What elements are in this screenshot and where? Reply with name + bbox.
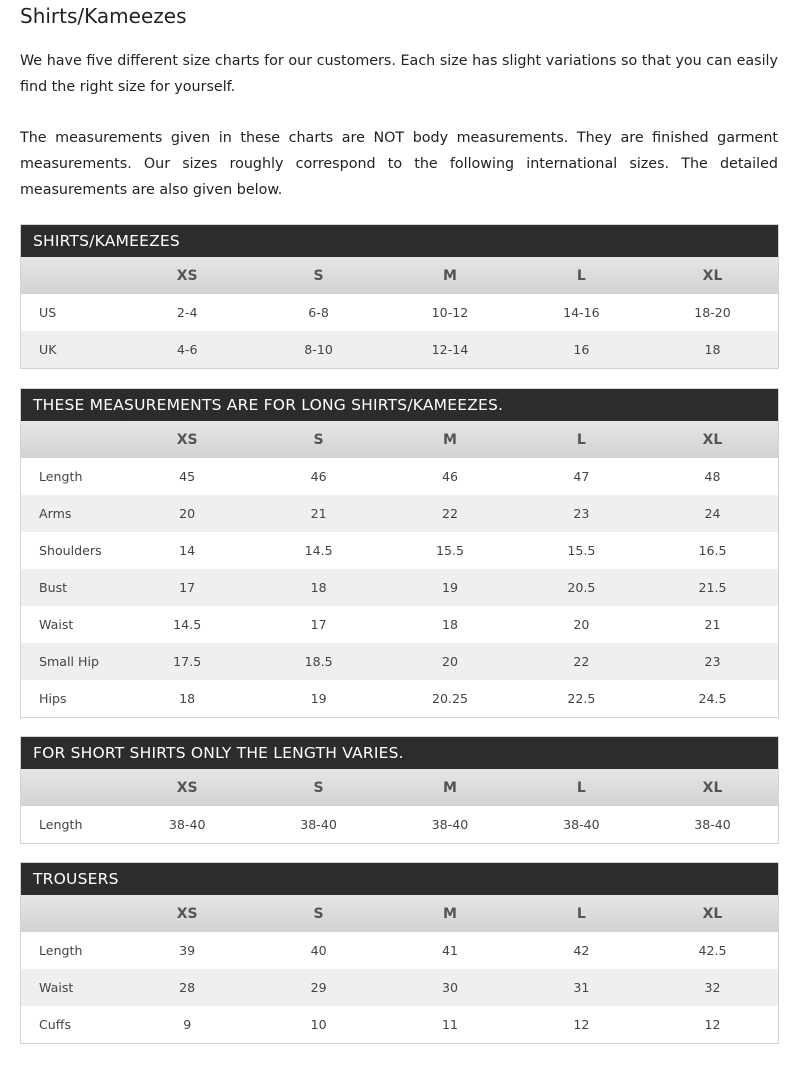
size-column-header: L <box>516 769 647 806</box>
table-row <box>21 569 779 606</box>
size-column-header: S <box>253 257 384 294</box>
size-column-header: M <box>384 769 515 806</box>
table-row <box>21 331 779 369</box>
measurement-cell: 14 <box>122 532 253 569</box>
measurement-cell: 18 <box>647 331 778 369</box>
table-row <box>21 932 779 969</box>
table-title: FOR SHORT SHIRTS ONLY THE LENGTH VARIES. <box>21 737 779 770</box>
measurement-cell: 8-10 <box>253 331 384 369</box>
table-title-row <box>21 737 779 770</box>
measurement-cell: 14.5 <box>122 606 253 643</box>
measurement-cell: 46 <box>253 458 384 495</box>
size-column-header: S <box>253 421 384 458</box>
size-column-header: S <box>253 769 384 806</box>
measurement-cell: 29 <box>253 969 384 1006</box>
measurement-cell: 18.5 <box>253 643 384 680</box>
measurement-cell: 18-20 <box>647 294 778 331</box>
table-row <box>21 1006 779 1044</box>
measurement-cell: 38-40 <box>516 806 647 844</box>
measurement-cell: 10 <box>253 1006 384 1044</box>
size-chart-table <box>20 224 779 369</box>
table-title: THESE MEASUREMENTS ARE FOR LONG SHIRTS/KAMEEZES. <box>21 389 779 422</box>
measurement-cell: 16.5 <box>647 532 778 569</box>
size-column-header: L <box>516 421 647 458</box>
trousers-measurements-table <box>20 862 779 1044</box>
size-column-header: M <box>384 257 515 294</box>
table-row <box>21 294 779 331</box>
measurement-cell: 10-12 <box>384 294 515 331</box>
size-column-header: M <box>384 895 515 932</box>
measurement-cell: 23 <box>516 495 647 532</box>
row-label: Arms <box>21 495 122 532</box>
size-column-header: S <box>253 895 384 932</box>
measurement-cell: 15.5 <box>516 532 647 569</box>
table-header-row <box>21 257 779 294</box>
row-label: Cuffs <box>21 1006 122 1044</box>
measurement-cell: 18 <box>122 680 253 718</box>
measurement-cell: 41 <box>384 932 515 969</box>
size-column-header: XL <box>647 421 778 458</box>
measurement-cell: 38-40 <box>384 806 515 844</box>
measurement-cell: 24.5 <box>647 680 778 718</box>
measurement-cell: 21 <box>253 495 384 532</box>
table-row <box>21 458 779 495</box>
table-title: TROUSERS <box>21 863 779 896</box>
measurement-cell: 18 <box>253 569 384 606</box>
measurement-cell: 15.5 <box>384 532 515 569</box>
table-row <box>21 495 779 532</box>
measurement-cell: 20 <box>384 643 515 680</box>
measurement-cell: 30 <box>384 969 515 1006</box>
table-title-row <box>21 389 779 422</box>
measurement-cell: 42 <box>516 932 647 969</box>
measurement-cell: 12 <box>647 1006 778 1044</box>
measurement-cell: 18 <box>384 606 515 643</box>
table-row <box>21 643 779 680</box>
table-row <box>21 969 779 1006</box>
measurement-cell: 11 <box>384 1006 515 1044</box>
size-column-header: XL <box>647 769 778 806</box>
size-column-header: XL <box>647 895 778 932</box>
measurement-cell: 22 <box>516 643 647 680</box>
intro-paragraph-2: The measurements given in these charts are NOT body measurements. They are finished garment measurements. Our sizes roughly correspond to the following international sizes. The detailed measurements are also given below. <box>20 130 778 198</box>
table-row <box>21 606 779 643</box>
measurement-cell: 38-40 <box>647 806 778 844</box>
row-label: Length <box>21 458 122 495</box>
size-column-header: L <box>516 257 647 294</box>
measurement-cell: 42.5 <box>647 932 778 969</box>
measurement-cell: 28 <box>122 969 253 1006</box>
table-title-row <box>21 863 779 896</box>
row-label: Shoulders <box>21 532 122 569</box>
measurement-cell: 23 <box>647 643 778 680</box>
measurement-cell: 20.5 <box>516 569 647 606</box>
measurement-cell: 47 <box>516 458 647 495</box>
size-column-header: XS <box>122 895 253 932</box>
measurement-cell: 40 <box>253 932 384 969</box>
measurement-cell: 48 <box>647 458 778 495</box>
corner-header-cell <box>21 421 122 458</box>
size-column-header: XL <box>647 257 778 294</box>
table-row <box>21 680 779 718</box>
measurement-cell: 17 <box>122 569 253 606</box>
table-header-row <box>21 895 779 932</box>
measurement-cell: 20.25 <box>384 680 515 718</box>
table-title: SHIRTS/KAMEEZES <box>21 225 779 258</box>
table-row <box>21 806 779 844</box>
measurement-cell: 6-8 <box>253 294 384 331</box>
measurement-cell: 4-6 <box>122 331 253 369</box>
measurement-cell: 21.5 <box>647 569 778 606</box>
corner-header-cell <box>21 769 122 806</box>
measurement-cell: 46 <box>384 458 515 495</box>
measurement-cell: 17.5 <box>122 643 253 680</box>
row-label: Waist <box>21 969 122 1006</box>
measurement-cell: 19 <box>253 680 384 718</box>
measurement-cell: 17 <box>253 606 384 643</box>
page-title: Shirts/Kameezes <box>20 4 187 28</box>
measurement-cell: 39 <box>122 932 253 969</box>
size-column-header: XS <box>122 257 253 294</box>
table-title-row <box>21 225 779 258</box>
intro-paragraph-1: We have five different size charts for our customers. Each size has slight variations so that you can easily find the right size for yourself. <box>20 53 778 95</box>
row-label: Length <box>21 932 122 969</box>
measurement-cell: 9 <box>122 1006 253 1044</box>
corner-header-cell <box>21 257 122 294</box>
size-column-header: XS <box>122 421 253 458</box>
measurement-cell: 12-14 <box>384 331 515 369</box>
row-label: Small Hip <box>21 643 122 680</box>
table-header-row <box>21 769 779 806</box>
measurement-cell: 22 <box>384 495 515 532</box>
row-label: Hips <box>21 680 122 718</box>
measurement-cell: 12 <box>516 1006 647 1044</box>
size-column-header: M <box>384 421 515 458</box>
measurement-cell: 19 <box>384 569 515 606</box>
row-label: Waist <box>21 606 122 643</box>
row-label: Bust <box>21 569 122 606</box>
table-header-row <box>21 421 779 458</box>
row-label: US <box>21 294 122 331</box>
measurement-cell: 32 <box>647 969 778 1006</box>
measurement-cell: 2-4 <box>122 294 253 331</box>
measurement-cell: 14-16 <box>516 294 647 331</box>
row-label: Length <box>21 806 122 844</box>
table-row <box>21 532 779 569</box>
measurement-cell: 22.5 <box>516 680 647 718</box>
long-shirts-measurements-table <box>20 388 779 718</box>
measurement-cell: 16 <box>516 331 647 369</box>
corner-header-cell <box>21 895 122 932</box>
size-column-header: L <box>516 895 647 932</box>
measurement-cell: 31 <box>516 969 647 1006</box>
measurement-cell: 24 <box>647 495 778 532</box>
size-column-header: XS <box>122 769 253 806</box>
short-shirts-measurements-table <box>20 736 779 844</box>
measurement-cell: 45 <box>122 458 253 495</box>
measurement-cell: 38-40 <box>253 806 384 844</box>
row-label: UK <box>21 331 122 369</box>
measurement-cell: 20 <box>122 495 253 532</box>
measurement-cell: 38-40 <box>122 806 253 844</box>
measurement-cell: 21 <box>647 606 778 643</box>
measurement-cell: 20 <box>516 606 647 643</box>
measurement-cell: 14.5 <box>253 532 384 569</box>
